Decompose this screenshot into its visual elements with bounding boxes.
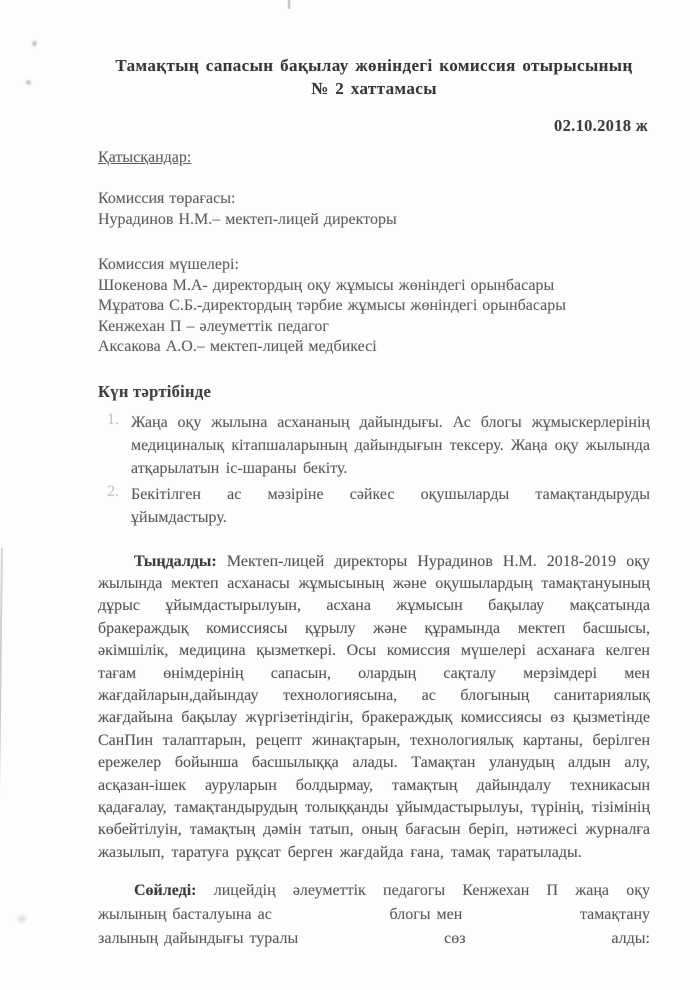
title-line-2: № 2 хаттамасы [311,79,437,98]
member-item: Мұратова С.Б.-директордың тәрбие жұмысы жөніндегі орынбасары [98,297,566,314]
scan-edge-shadow [0,548,2,990]
agenda-item-number: 1. [107,410,119,428]
member-item: Шокенова М.А- директордың оқу жұмысы жөніндегі орынбасары [98,276,555,294]
spoke-line-3-segment: залының дайындығы туралы [98,930,299,948]
agenda-item [98,411,650,480]
agenda-item [98,483,650,529]
agenda-item-text: Жаңа оқу жылына асхананың дайындығы. Ас блогы жұмыскерлерінің медициналық кітапшаларының дайындығын тексеру. Жаңа оқу жылында атқарылатын іс-шараны бекіту. [131,413,650,477]
spoke-line-1 [98,879,650,903]
agenda-item-number: 2. [107,482,119,500]
chairman-block [98,189,650,230]
members-label: Комиссия мүшелері: [98,256,239,273]
scan-line-artifact [288,0,290,9]
spoke-line-3-segment: сөз [444,930,466,948]
scan-smudge [30,38,39,49]
agenda-list [98,411,650,529]
spoke-line-2 [98,903,650,927]
title-line-1: Тамақтың сапасын бақылау жөніндегі комиссия отырысының [115,56,633,75]
spoke-line-2-segment: тамақтану [579,906,650,924]
spoke-paragraph [98,879,650,951]
member-item: Аксакова А.О.– мектеп-лицей медбикесі [98,338,377,355]
heard-text: Мектеп-лицей директоры Нурадинов Н.М. 2018-2019 оқу жылында мектеп асханасы жұмысының және оқушылардың тамақтануының дұрыс ұйымдастырылуын, асхана жұмысын бақылау мақсатында бракераждық комиссиясы құрылу және құрамында мектеп басшысы, әкімшілік, медицина қызметкері. Осы комиссия мүшелері асханаға келген тағам өнімдерінің сапасын, олардың сақталу мерзімдері мен жағдайларын,дайындау технологиясына, ас блогының санитариялық жағдайына бақылау жүргізетіндігін, бракераждық комиссиясы өз қызметінде СанПин талаптарын, рецепт жинақтарын, технологиялық картаны, берілген ережелер бойынша басшылыққа алады. Тамақтан уланудың алдын алу, асқазан-ішек ауруларын болдырмау, тамақтың дайындалу техникасын қадағалау, тамақтандырудың толыққанды ұйымдастырылуы, түрінің, тізімінің көбейтілуін, тамақтың дәмін татып, оның бағасын беріп, нәтижесі журналға жазылып, таратуға рұқсат берген жағдайда ғана, тамақ таратылады. [98,552,651,861]
participants-heading: Қатысқандар: [98,149,192,166]
document-title [98,54,650,100]
spoke-line-1-text: лицейдің әлеуметтік педагогы Кенжехан П жаңа оқу [213,882,650,900]
scan-smudge [14,912,30,926]
spoke-line-2-segment: жылының басталуына ас [98,906,272,924]
spoke-lead: Сөйледі: [134,882,197,900]
document-date: 02.10.2018 ж [554,116,648,135]
scan-smudge [23,78,34,87]
chairman-name: Нурадинов Н.М.– мектеп-лицей директоры [98,210,397,228]
heard-paragraph [98,551,650,865]
document-content [98,54,650,951]
spoke-line-3-segment: алды: [611,930,650,948]
agenda-heading: Күн тәртібінде [98,381,212,401]
spoke-line-2-segment: блогы мен [389,906,463,924]
member-item: Кенжехан П – әлеуметтік педагог [98,317,329,335]
heard-lead: Тыңдалды: [134,552,217,570]
chairman-label: Комиссия төрағасы: [98,190,236,207]
members-block [98,255,650,358]
agenda-item-text: Бекітілген ас мәзіріне сәйкес оқушыларды тамақтандыруды ұйымдастыру. [131,485,650,526]
spoke-line-3 [98,927,650,951]
